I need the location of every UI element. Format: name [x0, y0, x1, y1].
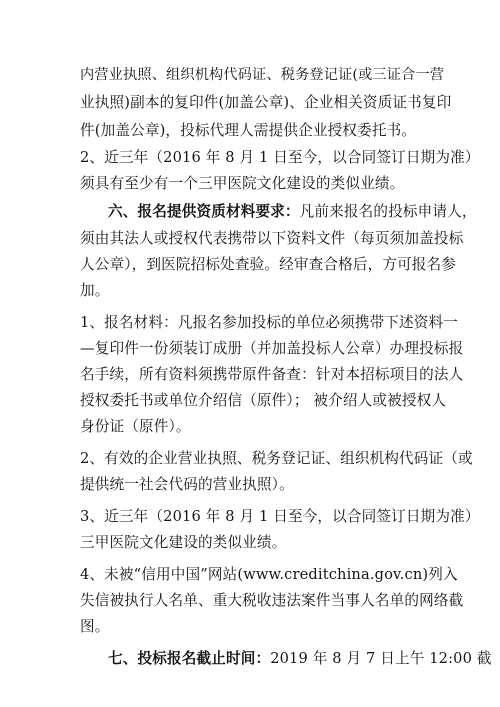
section-six-heading: 六、报名提供资质材料要求：: [108, 203, 300, 220]
text-line: 身份证（原件）。: [80, 418, 191, 435]
text-line: 须由其法人或授权代表携带以下资料文件（每页须加盖投标: [80, 230, 464, 247]
text-line: 4、未被“信用中国”网站(www.creditchina.gov.cn)列入: [80, 566, 458, 583]
text-line: 2、有效的企业营业执照、税务登记证、组织机构代码证（或: [80, 450, 473, 467]
text-line: 人公章），到医院招标处查验。经审查合格后，方可报名参: [80, 256, 457, 273]
section-six-paragraph: [108, 203, 477, 221]
text-line: 加。: [80, 282, 110, 299]
text-line: 内营业执照、组织机构代码证、税务登记证(或三证合一营: [80, 67, 445, 83]
text-line: 授权委托书或单位介绍信（原件）； 被介绍人或被授权人: [80, 392, 447, 409]
section-seven-heading: 七、投标报名截止时间：: [108, 650, 271, 667]
text-line: 业执照)副本的复印件(加盖公章)、企业相关资质证书复印: [80, 94, 452, 111]
section-seven-paragraph: [108, 650, 492, 668]
text-line: 三甲医院文化建设的类似业绩。: [80, 534, 287, 551]
text-line: 提供统一社会代码的营业执照）。: [80, 476, 294, 493]
text-line: 图。: [80, 618, 110, 635]
text-line: 须具有至少有一个三甲医院文化建设的类似业绩。: [80, 175, 405, 192]
text-line: —复印件一份须装订成册（并加盖投标人公章）办理投标报: [80, 340, 464, 357]
text-line: 2、近三年（2016 年 8 月 1 日至今，以合同签订日期为准）: [80, 149, 480, 166]
section-seven-text: 2019 年 8 月 7 日上午 12:00 截: [270, 650, 492, 667]
text-line: 失信被执行人名单、重大税收违法案件当事人名单的网络截: [80, 592, 464, 609]
text-line: 件(加盖公章)，投标代理人需提供企业授权委托书。: [80, 122, 417, 139]
section-six-text: 凡前来报名的投标申请人，: [299, 203, 477, 220]
text-line: 3、近三年（2016 年 8 月 1 日至今，以合同签订日期为准）: [80, 508, 480, 525]
text-line: 名手续，所有资料须携带原件备查：针对本招标项目的法人: [80, 366, 464, 383]
text-line: 1、报名材料：凡报名参加投标的单位必须携带下述资料一: [80, 314, 459, 331]
